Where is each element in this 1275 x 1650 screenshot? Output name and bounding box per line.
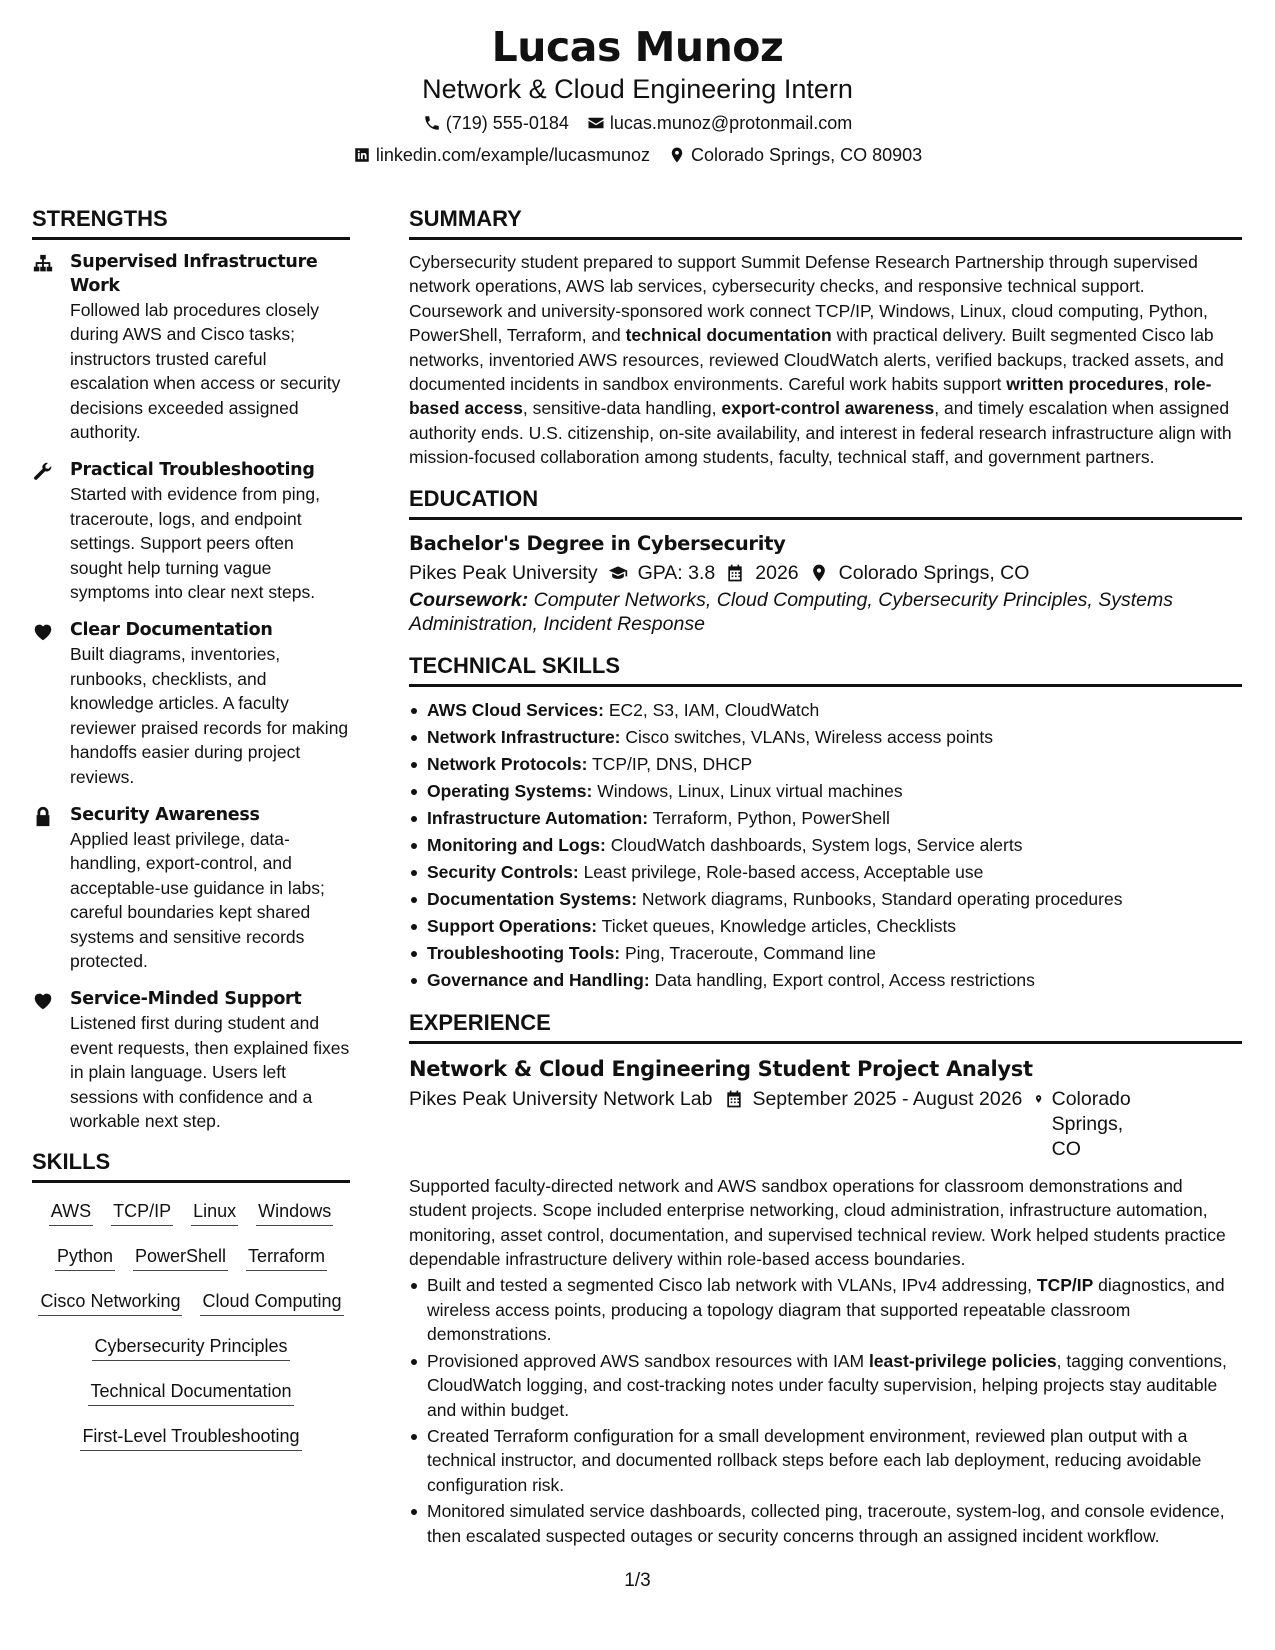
skills-heading: SKILLS xyxy=(32,1147,350,1183)
list-item: Support Operations: Ticket queues, Knowledge articles, Checklists xyxy=(409,913,1242,940)
list-item: AWS Cloud Services: EC2, S3, IAM, CloudWatch xyxy=(409,697,1242,724)
strength-title: Service-Minded Support xyxy=(70,989,302,1010)
list-item: Monitored simulated service dashboards, collected ping, traceroute, system-log, and console evidence, then escalated suspected outages or security concerns through an assigned incident workflow. xyxy=(409,1499,1242,1548)
list-item: Built and tested a segmented Cisco lab network with VLANs, IPv4 addressing, TCP/IP diagnostics, and wireless access points, producing a topology diagram that supported repeatable classroom demonstrations. xyxy=(409,1273,1242,1346)
skill-tag: First-Level Troubleshooting xyxy=(80,1424,301,1451)
location-text: Colorado Springs, CO 80903 xyxy=(691,145,923,165)
job-bullets xyxy=(409,1273,1242,1547)
strength-title: Supervised Infrastructure Work xyxy=(70,252,318,296)
candidate-headline: Network & Cloud Engineering Intern xyxy=(422,74,853,104)
list-item: Monitoring and Logs: CloudWatch dashboards, System logs, Service alerts xyxy=(409,832,1242,859)
graduation-cap-icon xyxy=(608,563,628,583)
job-dates xyxy=(724,1087,1022,1162)
map-pin-icon xyxy=(809,563,829,583)
lock-icon xyxy=(32,806,54,828)
list-item: Operating Systems: Windows, Linux, Linux virtual machines xyxy=(409,778,1242,805)
envelope-icon xyxy=(587,114,605,132)
job-meta xyxy=(409,1087,1242,1162)
heart-icon xyxy=(32,621,54,643)
contact-row-1 xyxy=(0,107,1275,139)
list-item: Infrastructure Automation: Terraform, Python, PowerShell xyxy=(409,805,1242,832)
linkedin-contact[interactable] xyxy=(353,139,650,171)
education-location: Colorado Springs, CO xyxy=(838,561,1030,584)
sitemap-icon xyxy=(32,253,54,275)
strength-desc: Started with evidence from ping, traceroute, logs, and endpoint settings. Support peers often sought help turning vague symptoms into clear next steps. xyxy=(70,484,320,603)
skill-tag: Cloud Computing xyxy=(200,1289,343,1316)
education-gpa: GPA: 3.8 xyxy=(637,561,716,584)
job-location-text: Colorado Springs, CO xyxy=(1051,1087,1131,1160)
list-item: Network Infrastructure: Cisco switches, VLANs, Wireless access points xyxy=(409,724,1242,751)
email-text[interactable]: lucas.munoz@protonmail.com xyxy=(609,113,853,133)
strength-desc: Followed lab procedures closely during AWS and Cisco tasks; instructors trusted careful escalation when access or security decisions exceeded assigned authority. xyxy=(70,300,341,443)
job-title: Network & Cloud Engineering Student Project Analyst xyxy=(409,1056,1033,1081)
skill-tag: Linux xyxy=(191,1199,238,1226)
strength-desc: Applied least privilege, data-handling, export-control, and acceptable-use guidance in labs; careful boundaries kept shared systems and sensitive records protected. xyxy=(70,828,325,971)
technical-skills-list xyxy=(409,697,1242,994)
phone-text: (719) 555-0184 xyxy=(445,113,569,133)
skill-tag: Python xyxy=(55,1244,115,1271)
skill-tag: Windows xyxy=(256,1199,333,1226)
experience-heading: EXPERIENCE xyxy=(409,1008,1242,1044)
skills-list xyxy=(32,1193,350,1451)
job-location xyxy=(1034,1087,1139,1162)
skill-tag: Technical Documentation xyxy=(88,1379,293,1406)
education-meta xyxy=(409,558,1242,588)
list-item: Provisioned approved AWS sandbox resources with IAM least-privilege policies, tagging conventions, CloudWatch logging, and cost-tracking notes under faculty supervision, helping projects stay auditable and within budget. xyxy=(409,1349,1242,1422)
list-item: Network Protocols: TCP/IP, DNS, DHCP xyxy=(409,751,1242,778)
left-column xyxy=(32,204,350,1451)
job-organization: Pikes Peak University Network Lab xyxy=(409,1087,713,1110)
calendar-icon xyxy=(724,1089,744,1109)
candidate-name: Lucas Munoz xyxy=(491,23,784,71)
education-year: 2026 xyxy=(755,561,799,584)
location-contact xyxy=(668,139,922,171)
strength-item xyxy=(32,803,350,973)
skill-tag: TCP/IP xyxy=(111,1199,173,1226)
list-item: Documentation Systems: Network diagrams, Runbooks, Standard operating procedures xyxy=(409,886,1242,913)
phone-contact xyxy=(423,107,569,139)
strength-item xyxy=(32,250,350,444)
education-heading: EDUCATION xyxy=(409,484,1242,520)
map-pin-icon xyxy=(668,146,686,164)
wrench-icon xyxy=(32,461,54,483)
job-description: Supported faculty-directed network and AWS sandbox operations for classroom demonstrations and student projects. Scope included enterprise networking, cloud administration, infrastructure automation, monitoring, asset control, documentation, and supervised technical review. Work helped students practice dependable infrastructure delivery within role-based access boundaries. xyxy=(409,1175,1226,1270)
skill-tag: AWS xyxy=(49,1199,93,1226)
skill-tag: Terraform xyxy=(246,1244,327,1271)
summary-text: Cybersecurity student prepared to support Summit Defense Research Partnership through supervised network operations, AWS lab services, cybersecurity checks, and responsive technical support. Coursework and university-sponsored work connect TCP/IP, Windows, Linux, cloud computing, Python, PowerShell, Terraform, and technical documentation with practical delivery. Built segmented Cisco lab networks, inventoried AWS resources, reviewed CloudWatch alerts, verified backups, tracked assets, and documented incidents in sandbox environments. Careful work habits support written procedures, role-based access, sensitive-data handling, export-control awareness, and timely escalation when assigned authority ends. U.S. citizenship, on-site availability, and interest in federal research infrastructure align with mission-focused collaboration among students, faculty, technical staff, and government partners. xyxy=(409,252,1232,468)
list-item: Created Terraform configuration for a small development environment, reviewed plan output with a technical instructor, and documented rollback steps before each lab deployment, reducing avoidable configuration risk. xyxy=(409,1424,1242,1497)
calendar-icon xyxy=(725,563,745,583)
skill-tag: PowerShell xyxy=(133,1244,228,1271)
skill-tag: Cybersecurity Principles xyxy=(92,1334,289,1361)
strength-title: Practical Troubleshooting xyxy=(70,460,315,481)
strength-desc: Listened first during student and event requests, then explained fixes in plain language. Users left sessions with confidence and a workable next step. xyxy=(70,1013,350,1131)
education-school: Pikes Peak University xyxy=(409,561,598,584)
strength-desc: Built diagrams, inventories, runbooks, checklists, and knowledge articles. A faculty reviewer praised records for making handoffs easier during project reviews. xyxy=(70,644,349,787)
strength-title: Security Awareness xyxy=(70,804,260,825)
strength-item xyxy=(32,458,350,604)
email-contact[interactable] xyxy=(587,107,852,139)
strengths-heading: STRENGTHS xyxy=(32,204,350,240)
list-item: Governance and Handling: Data handling, Export control, Access restrictions xyxy=(409,967,1242,994)
list-item: Troubleshooting Tools: Ping, Traceroute, Command line xyxy=(409,940,1242,967)
education-degree: Bachelor's Degree in Cybersecurity xyxy=(409,531,786,555)
linkedin-text[interactable]: linkedin.com/example/lucasmunoz xyxy=(375,145,650,165)
contact-row-2 xyxy=(0,139,1275,171)
right-column xyxy=(409,204,1242,1550)
technical-skills-heading: TECHNICAL SKILLS xyxy=(409,651,1242,687)
strength-title: Clear Documentation xyxy=(70,620,273,641)
map-pin-icon xyxy=(1034,1089,1043,1109)
resume-header xyxy=(0,0,1275,171)
phone-icon xyxy=(423,114,441,132)
summary-heading: SUMMARY xyxy=(409,204,1242,240)
strength-item xyxy=(32,987,350,1133)
education-coursework: Coursework: Computer Networks, Cloud Computing, Cybersecurity Principles, Systems Administration, Incident Response xyxy=(409,588,1174,636)
job-dates-text: September 2025 - August 2026 xyxy=(752,1087,1023,1110)
page-number: 1/3 xyxy=(624,1570,651,1591)
strength-item xyxy=(32,618,350,788)
linkedin-icon xyxy=(353,146,371,164)
heart-icon xyxy=(32,990,54,1012)
skill-tag: Cisco Networking xyxy=(38,1289,182,1316)
list-item: Security Controls: Least privilege, Role-based access, Acceptable use xyxy=(409,859,1242,886)
